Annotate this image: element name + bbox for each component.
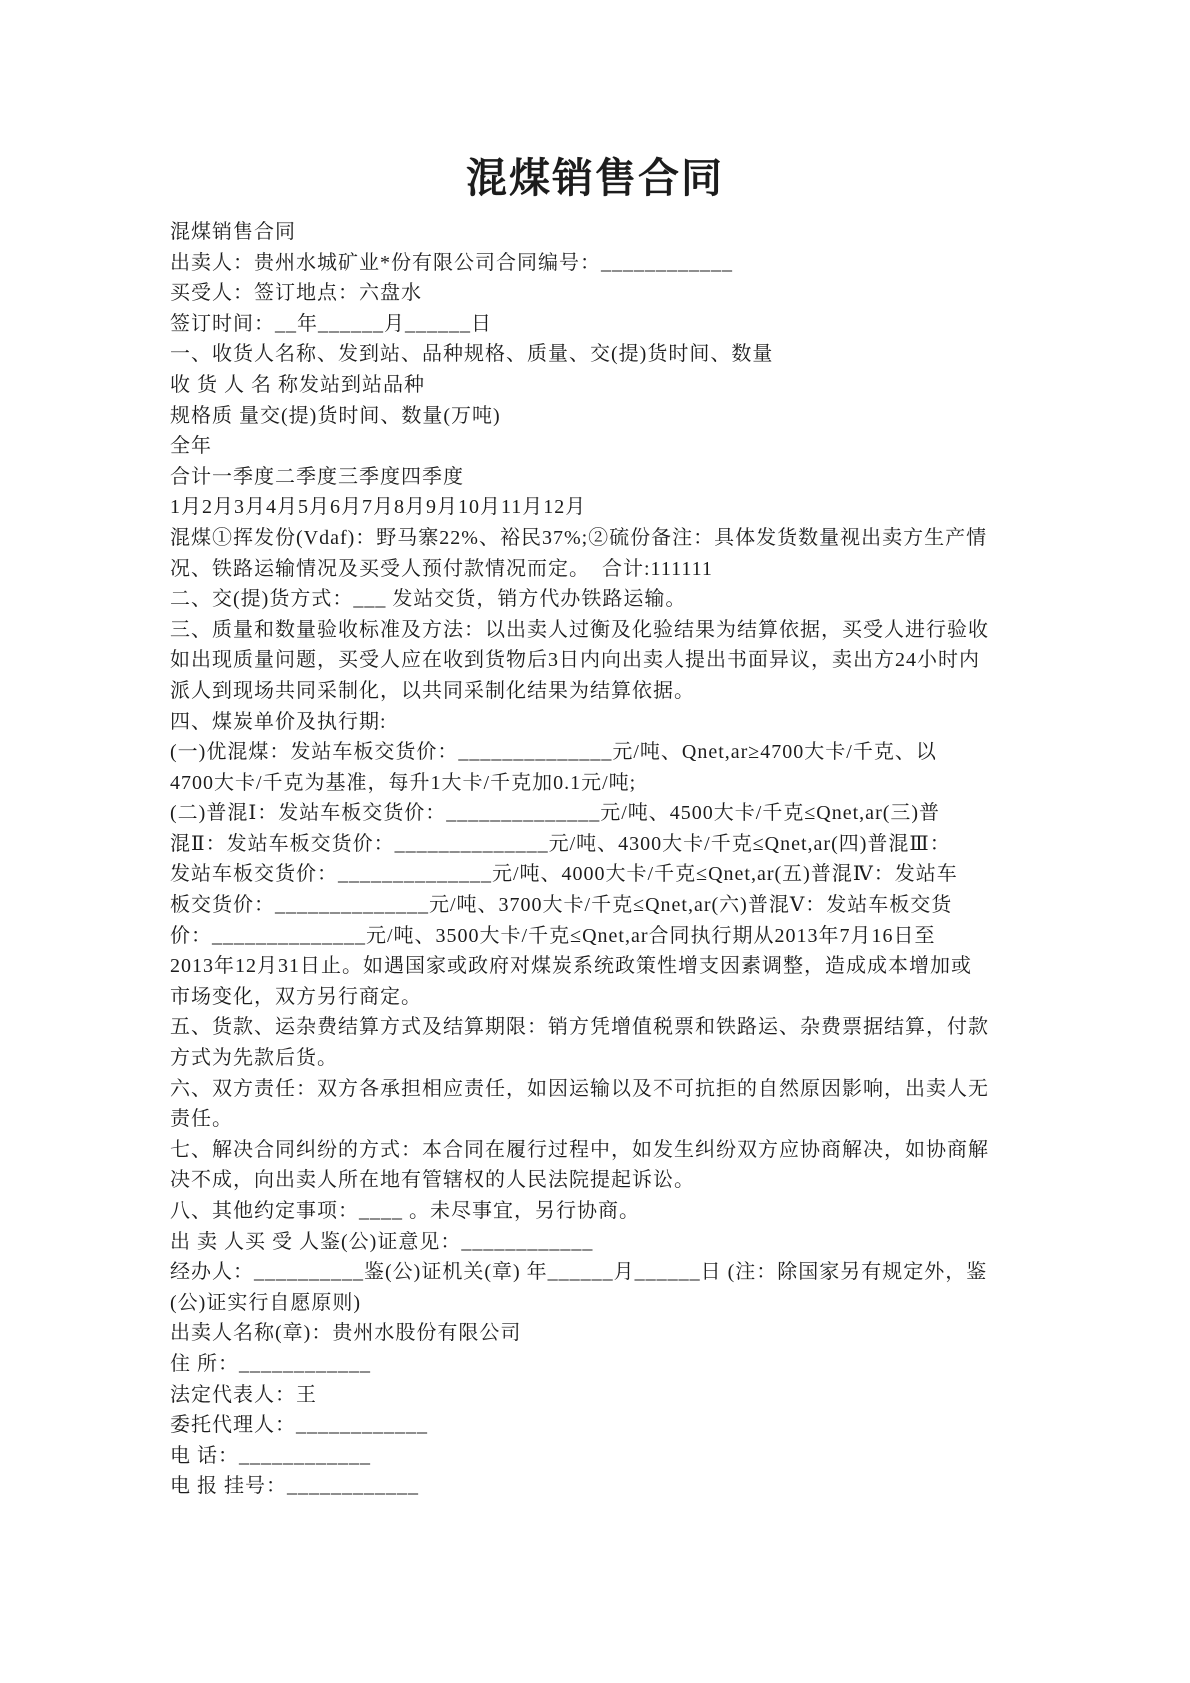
text-line: 五、货款、运杂费结算方式及结算期限：销方凭增值税票和铁路运、杂费票据结算，付款 <box>170 1016 989 1039</box>
text-line: 况、铁路运输情况及买受人预付款情况而定。 合计:111111 <box>170 557 713 580</box>
text-line: 八、其他约定事项：____ 。未尽事宜，另行协商。 <box>170 1200 640 1222</box>
text-line: 三、质量和数量验收标准及方法：以出卖人过衡及化验结果为结算依据，买受人进行验收 <box>170 618 989 641</box>
text-line: 混煤销售合同 <box>170 221 296 243</box>
text-line: 四、煤炭单价及执行期: <box>170 710 387 733</box>
text-line: 决不成，向出卖人所在地有管辖权的人民法院提起诉讼。 <box>170 1169 695 1192</box>
text-line: 规格质 量交(提)货时间、数量(万吨) <box>170 404 501 427</box>
text-line: 如出现质量问题，买受人应在收到货物后3日内向出卖人提出书面异议，卖出方24小时内 <box>170 649 980 672</box>
text-line: 板交货价：______________元/吨、3700大卡/千克≤Qnet,ar(六)普混Ⅴ：发站车板交货 <box>170 894 953 917</box>
text-line: 4700大卡/千克为基准，每升1大卡/千克加0.1元/吨; <box>170 771 637 794</box>
text-line: 住 所：____________ <box>170 1352 371 1375</box>
document-body <box>170 217 1042 1502</box>
text-line: 法定代表人：王 <box>170 1383 317 1406</box>
text-line: 收 货 人 名 称发站到站品种 <box>170 373 425 396</box>
text-line: 电 报 挂号：____________ <box>170 1475 419 1498</box>
text-line: 1月2月3月4月5月6月7月8月9月10月11月12月 <box>170 496 587 519</box>
text-line: 委托代理人：____________ <box>170 1414 428 1437</box>
text-line: 全年 <box>170 435 212 458</box>
text-line: 2013年12月31日止。如遇国家或政府对煤炭系统政策性增支因素调整，造成成本增加或 <box>170 955 972 978</box>
text-line: 发站车板交货价：______________元/吨、4000大卡/千克≤Qnet,ar(五)普混Ⅳ：发站车 <box>170 863 958 886</box>
text-line: 经办人：__________鉴(公)证机关(章) 年______月______日 (注：除国家另有规定外，鉴 <box>170 1261 988 1284</box>
text-line: 签订时间：__年______月______日 <box>170 312 492 335</box>
text-line: 责任。 <box>170 1108 233 1131</box>
text-line: 合计一季度二季度三季度四季度 <box>170 465 464 488</box>
document-title: 混煤销售合同 <box>466 155 724 201</box>
text-line: 出卖人：贵州水城矿业*份有限公司合同编号：____________ <box>170 251 733 274</box>
text-line: 混Ⅱ：发站车板交货价：______________元/吨、4300大卡/千克≤Qnet,ar(四)普混Ⅲ： <box>170 832 951 855</box>
text-line: 六、双方责任：双方各承担相应责任，如因运输以及不可抗拒的自然原因影响，出卖人无 <box>170 1077 989 1100</box>
text-line: 价：______________元/吨、3500大卡/千克≤Qnet,ar合同执行期从2013年7月16日至 <box>170 924 936 947</box>
text-line: 派人到现场共同采制化，以共同采制化结果为结算依据。 <box>170 679 695 702</box>
text-line: 出卖人名称(章)：贵州水股份有限公司 <box>170 1322 522 1345</box>
text-line: 方式为先款后货。 <box>170 1047 338 1070</box>
text-line: 混煤①挥发份(Vdaf)：野马寨22%、裕民37%;②硫份备注：具体发货数量视出卖方生产情 <box>170 526 988 549</box>
text-line: 七、解决合同纠纷的方式：本合同在履行过程中，如发生纠纷双方应协商解决，如协商解 <box>170 1138 989 1161</box>
text-line: 电 话：____________ <box>170 1444 371 1467</box>
text-line: 二、交(提)货方式：___ 发站交货，销方代办铁路运输。 <box>170 588 687 611</box>
text-line: 市场变化，双方另行商定。 <box>170 985 422 1008</box>
text-line: 买受人：签订地点：六盘水 <box>170 282 422 305</box>
text-line: (二)普混Ⅰ：发站车板交货价：______________元/吨、4500大卡/千克≤Qnet,ar(三)普 <box>170 802 941 825</box>
text-line: 一、收货人名称、发到站、品种规格、质量、交(提)货时间、数量 <box>170 343 774 366</box>
text-line: (公)证实行自愿原则) <box>170 1291 361 1314</box>
text-line: (一)优混煤：发站车板交货价：______________元/吨、Qnet,ar≥4700大卡/千克、以 <box>170 741 937 764</box>
text-line: 出 卖 人买 受 人鉴(公)证意见：____________ <box>170 1230 594 1253</box>
